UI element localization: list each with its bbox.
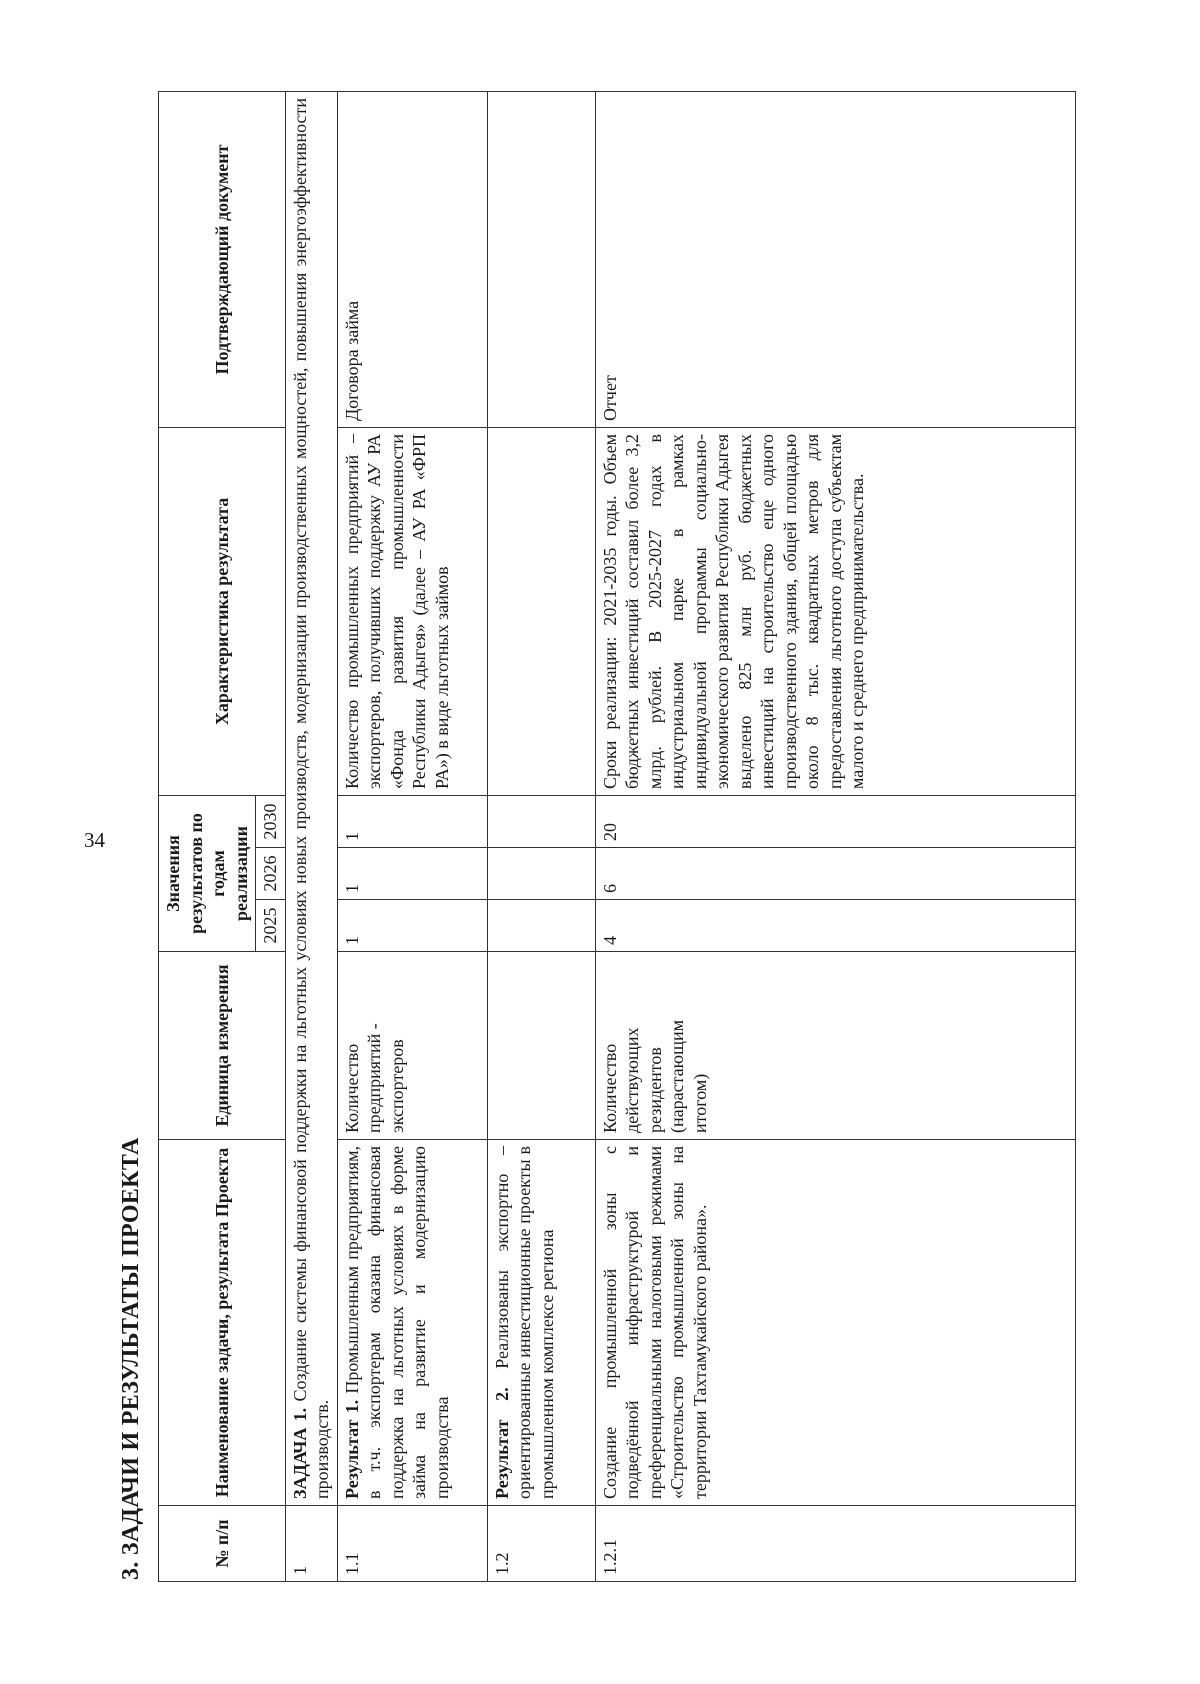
- result-text: Промышленным предприятиям, в т.ч. экспортерам оказана финансовая поддержка на льготных условиях в форме займа на развитие и модернизацию производства: [341, 1146, 452, 1499]
- row-document: [487, 91, 595, 427]
- header-num: № п/п: [159, 1506, 286, 1582]
- row-unit: Количество предприятий - экспортеров: [337, 952, 487, 1140]
- row-name: [337, 1140, 487, 1506]
- task-num: 1: [285, 1506, 337, 1582]
- row-value-2026: 1: [337, 848, 487, 900]
- row-document: Договора займа: [337, 91, 487, 427]
- row-name: Создание промышленной зоны с подведённой инфраструктурой и преференциальными налоговыми режимами «Строительство промышленной зоны на территории Тахтамукайского района».: [595, 1140, 1075, 1506]
- result-label: Результат 2.: [491, 1387, 512, 1499]
- table-row: [337, 91, 487, 1581]
- row-value-2025: 4: [595, 900, 1075, 952]
- row-value-2030: 1: [337, 795, 487, 847]
- row-characteristic: Сроки реализации: 2021-2035 годы. Объем бюджетных инвестиций составил более 3,2 млрд. рублей. В 2025-2027 годах в индустриальном парке в рамках индивидуальной программы социально-экономического развития Республики Адыгея выделено 825 млн руб. бюджетных инвестиций на строительство еще одного производственного здания, общей площадью около 8 тыс. квадратных метров для предоставления льготного доступа субъектам малого и среднего предпринимательства.: [595, 427, 1075, 795]
- results-table: [158, 91, 1076, 1582]
- section-title: 3. ЗАДАЧИ И РЕЗУЛЬТАТЫ ПРОЕКТА: [118, 1137, 144, 1580]
- row-value-2030: 20: [595, 795, 1075, 847]
- page-number: 34: [84, 828, 105, 852]
- row-value-2025: 1: [337, 900, 487, 952]
- header-document: Подтверждающий документ: [159, 91, 286, 427]
- row-characteristic: [487, 427, 595, 795]
- header-row-1: [159, 91, 256, 1581]
- row-num: 1.2.1: [595, 1506, 1075, 1582]
- header-year-2026: 2026: [256, 848, 286, 900]
- row-value-2030: [487, 795, 595, 847]
- row-value-2026: 6: [595, 848, 1075, 900]
- row-unit: [487, 952, 595, 1140]
- row-name: [487, 1140, 595, 1506]
- row-characteristic: Количество промышленных предприятий – экспортеров, получивших поддержку АУ РА «Фонда развития промышленности Республики Адыгея» (далее – АУ РА «ФРП РА») в виде льготных займов: [337, 427, 487, 795]
- header-year-2030: 2030: [256, 795, 286, 847]
- table-row: [487, 91, 595, 1581]
- header-year-2025: 2025: [256, 900, 286, 952]
- row-value-2025: [487, 900, 595, 952]
- row-num: 1.1: [337, 1506, 487, 1582]
- task-row: [285, 91, 337, 1581]
- task-description: Создание системы финансовой поддержки на льготных условиях новых производств, модернизации производственных мощностей, повышения энергоэффективности производств.: [289, 97, 332, 1499]
- task-text: [285, 91, 337, 1505]
- table-row: [595, 91, 1075, 1581]
- result-text: Реализованы экспортно – ориентированные инвестиционные проекты в промышленном комплексе региона: [491, 1146, 557, 1499]
- row-document: Отчет: [595, 91, 1075, 427]
- result-label: Результат 1.: [341, 1399, 362, 1499]
- header-unit: Единица измерения: [159, 952, 286, 1140]
- header-name: Наименование задачи, результата Проекта: [159, 1140, 286, 1506]
- row-num: 1.2: [487, 1506, 595, 1582]
- row-unit: Количество действующих резидентов (нарастающим итогом): [595, 952, 1075, 1140]
- header-values-group: Значения результатов по годам реализации: [159, 795, 256, 951]
- rotated-page-content: [118, 87, 1200, 1582]
- task-label: ЗАДАЧА 1.: [289, 1407, 310, 1499]
- header-characteristic: Характеристика результата: [159, 427, 286, 795]
- row-value-2026: [487, 848, 595, 900]
